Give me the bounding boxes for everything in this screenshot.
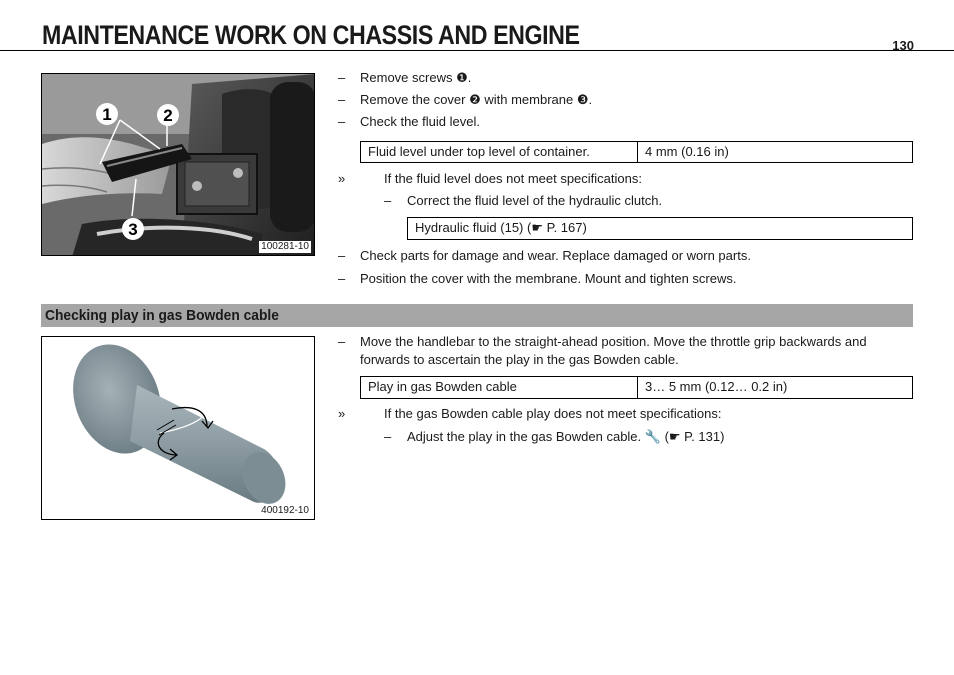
callout-3: [122, 218, 144, 240]
spec-label: Fluid level under top level of container.: [368, 144, 590, 159]
page-title: MAINTENANCE WORK ON CHASSIS AND ENGINE: [42, 20, 580, 50]
spec-table-cable-play: [360, 376, 913, 399]
clutch-reservoir-illustration: [42, 74, 315, 256]
svg-text:1: 1: [102, 105, 112, 124]
step-dash: –: [338, 70, 346, 85]
condition-marker: »: [338, 171, 346, 186]
step-text: Remove the cover ❷ with membrane ❸.: [360, 92, 593, 107]
step-text: Correct the fluid level of the hydraulic clutch.: [407, 193, 663, 208]
svg-text:2: 2: [163, 106, 173, 125]
figure-clutch-reservoir: [41, 73, 315, 256]
section-heading-bar: [41, 304, 913, 327]
spec-value: 4 mm (0.16 in): [645, 144, 729, 159]
step-text: Check the fluid level.: [360, 114, 480, 129]
step-dash: –: [384, 429, 392, 444]
step-text: Position the cover with the membrane. Mount and tighten screws.: [360, 271, 737, 286]
section-fluid-level: [338, 69, 914, 299]
condition-text: If the fluid level does not meet specifications:: [384, 171, 642, 186]
condition-text: If the gas Bowden cable play does not meet specifications:: [384, 406, 722, 421]
step-text: Check parts for damage and wear. Replace damaged or worn parts.: [360, 248, 751, 263]
title-rule: [0, 50, 954, 51]
step-dash: –: [384, 193, 392, 208]
throttle-grip-illustration: [42, 337, 315, 520]
callout-2: [157, 104, 179, 126]
section-bowden-cable-play: [338, 333, 914, 453]
step-text: Remove screws ❶.: [360, 70, 472, 85]
step-dash: –: [338, 271, 346, 286]
step-dash: –: [338, 92, 346, 107]
step-text: Adjust the play in the gas Bowden cable. 🔧 (☛ P. 131): [407, 429, 725, 444]
section-title: Checking play in gas Bowden cable: [45, 307, 279, 324]
svg-text:3: 3: [128, 220, 138, 239]
condition-marker: »: [338, 406, 346, 421]
spec-value: 3… 5 mm (0.12… 0.2 in): [645, 379, 788, 394]
figure-throttle-grip: [41, 336, 315, 520]
spec-table-fluid-level: [360, 141, 913, 163]
step-text: Move the handlebar to the straight-ahead position. Move the throttle grip backwards and forwards to ascertain the play in the gas Bowden cable.: [360, 334, 867, 367]
fluid-reference-box: [407, 217, 913, 240]
callout-1: [96, 103, 118, 125]
page-number: 130: [892, 38, 914, 53]
figure-code: 400192-10: [261, 505, 309, 516]
step-dash: –: [338, 334, 346, 349]
fluid-reference-text: Hydraulic fluid (15) (☛ P. 167): [415, 220, 587, 235]
step-dash: –: [338, 248, 346, 263]
spec-label: Play in gas Bowden cable: [368, 379, 517, 394]
figure-code: 100281-10: [261, 241, 309, 252]
step-dash: –: [338, 114, 346, 129]
